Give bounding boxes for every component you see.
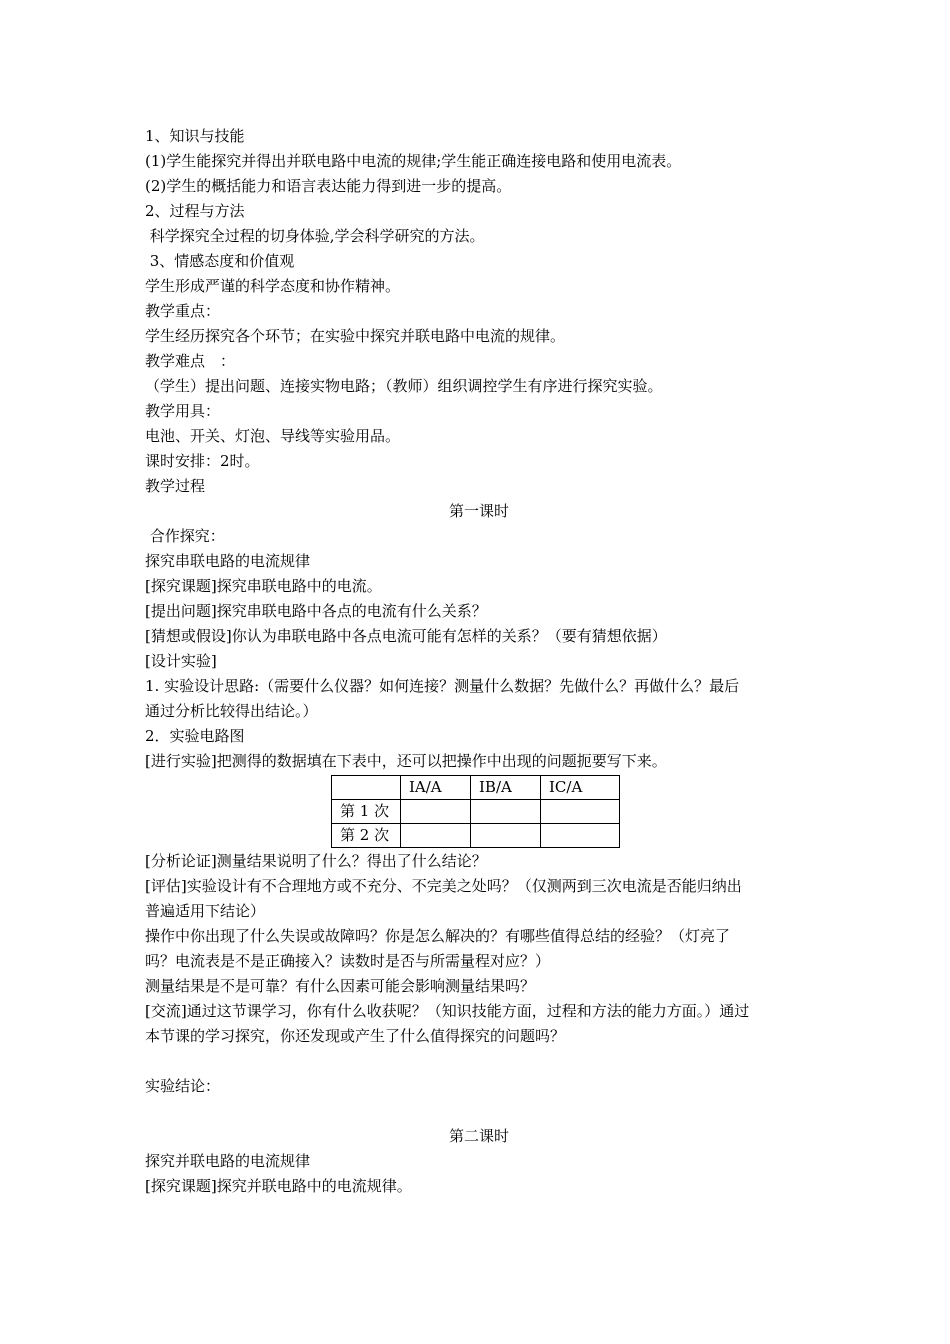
inquiry-subject-line: [探究课题]探究串联电路中的电流。 bbox=[145, 577, 382, 595]
schedule-text: 课时安排：2时。 bbox=[145, 452, 260, 470]
lesson2-title: 第二课时 bbox=[448, 1127, 509, 1145]
evaluation-line-1: [评估]实验设计有不合理地方或不充分、不完美之处吗？（仅测两到三次电流是否能归纳出 bbox=[145, 877, 742, 895]
question-line: [提出问题]探究串联电路中各点的电流有什么关系？ bbox=[145, 602, 487, 620]
table-cell bbox=[471, 824, 541, 848]
document-body bbox=[145, 124, 813, 1199]
table-cell: 第 1 次 bbox=[332, 800, 401, 824]
objective-line: 科学探究全过程的切身体验,学会科学研究的方法。 bbox=[145, 227, 485, 245]
conclusion-label: 实验结论： bbox=[145, 1077, 221, 1095]
section-heading-process: 2、过程与方法 bbox=[145, 202, 245, 220]
table-cell bbox=[541, 800, 620, 824]
table-header-cell: IB/A bbox=[471, 776, 541, 800]
difficulties-text: （学生）提出问题、连接实物电路；（教师）组织调控学生有序进行探究实验。 bbox=[145, 377, 663, 395]
analysis-line: [分析论证]测量结果说明了什么？得出了什么结论？ bbox=[145, 852, 487, 870]
tools-label: 教学用具： bbox=[145, 402, 221, 420]
design-label: [设计实验] bbox=[145, 652, 217, 670]
operation-line-2: 吗？电流表是不是正确接入？读数时是否与所需量程对应？） bbox=[145, 952, 551, 970]
blank-line bbox=[145, 1049, 813, 1074]
measurement-reliability-line: 测量结果是不是可靠？有什么因素可能会影响测量结果吗？ bbox=[145, 977, 536, 995]
exchange-line-1: [交流]通过这节课学习，你有什么收获呢？（知识技能方面，过程和方法的能力方面。）通过 bbox=[145, 1002, 750, 1020]
section-heading-knowledge: 1、知识与技能 bbox=[145, 127, 245, 145]
table-cell bbox=[401, 800, 471, 824]
blank-line bbox=[145, 1099, 813, 1124]
lesson1-title: 第一课时 bbox=[448, 502, 509, 520]
key-points-text: 学生经历探究各个环节；在实验中探究并联电路中电流的规律。 bbox=[145, 327, 566, 345]
cooperative-inquiry-label: 合作探究： bbox=[145, 527, 225, 545]
operation-line-1: 操作中你出现了什么失误或故障吗？你是怎么解决的？有哪些值得总结的经验？（灯亮了 bbox=[145, 927, 731, 945]
table-row bbox=[332, 800, 620, 824]
table-cell bbox=[401, 824, 471, 848]
table-cell bbox=[541, 824, 620, 848]
table-header-row bbox=[332, 776, 620, 800]
evaluation-line-2: 普遍适用下结论） bbox=[145, 902, 266, 920]
process-label: 教学过程 bbox=[145, 477, 206, 495]
design-line-2: 通过分析比较得出结论。） bbox=[145, 702, 318, 720]
objective-line: 学生形成严谨的科学态度和协作精神。 bbox=[145, 277, 401, 295]
tools-text: 电池、开关、灯泡、导线等实验用品。 bbox=[145, 427, 401, 445]
key-points-label: 教学重点： bbox=[145, 302, 221, 320]
table-cell bbox=[471, 800, 541, 824]
table-row bbox=[332, 824, 620, 848]
table-header-cell bbox=[332, 776, 401, 800]
experiment-line: [进行实验]把测得的数据填在下表中，还可以把操作中出现的问题扼要写下来。 bbox=[145, 752, 667, 770]
section-heading-attitude: 3、情感态度和价值观 bbox=[145, 252, 295, 270]
design-line-1: 1. 实验设计思路:（需要什么仪器？如何连接？测量什么数据？先做什么？再做什么？最后 bbox=[145, 677, 740, 695]
inquiry-topic: 探究串联电路的电流规律 bbox=[145, 552, 311, 570]
measurement-table bbox=[331, 775, 620, 848]
exchange-line-2: 本节课的学习探究，你还发现或产生了什么值得探究的问题吗？ bbox=[145, 1027, 566, 1045]
inquiry-topic-parallel: 探究并联电路的电流规律 bbox=[145, 1152, 311, 1170]
table-header-cell: IC/A bbox=[541, 776, 620, 800]
hypothesis-line: [猜想或假设]你认为串联电路中各点电流可能有怎样的关系？（要有猜想依据） bbox=[145, 627, 667, 645]
circuit-diagram-label: 2．实验电路图 bbox=[145, 727, 245, 745]
objective-line: (1)学生能探究并得出并联电路中电流的规律;学生能正确连接电路和使用电流表。 bbox=[145, 152, 682, 170]
objective-line: (2)学生的概括能力和语言表达能力得到进一步的提高。 bbox=[145, 177, 512, 195]
inquiry-subject-parallel: [探究课题]探究并联电路中的电流规律。 bbox=[145, 1177, 412, 1195]
table-header-cell: IA/A bbox=[401, 776, 471, 800]
table-cell: 第 2 次 bbox=[332, 824, 401, 848]
difficulties-label: 教学难点 ： bbox=[145, 352, 236, 370]
